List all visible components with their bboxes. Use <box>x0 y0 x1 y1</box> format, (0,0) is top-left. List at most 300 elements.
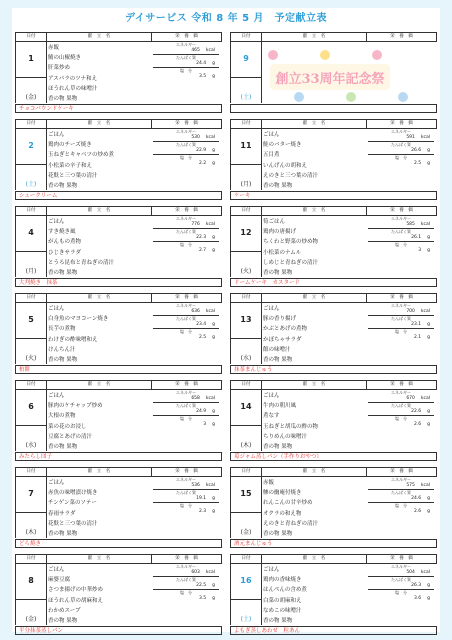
protein-value: 24.9 <box>196 409 207 414</box>
salt-value-row <box>153 508 219 515</box>
protein-value-row <box>153 582 219 590</box>
energy-label: エネルギー <box>176 303 196 308</box>
menu-item: ひじきサラダ <box>48 249 81 256</box>
header-nutrition: 栄 養 価 <box>175 382 198 387</box>
day-number: 14 <box>240 402 252 411</box>
day-number: 2 <box>28 141 34 150</box>
protein-value: 22.9 <box>196 148 207 153</box>
menu-list <box>263 565 367 626</box>
salt-unit: g <box>427 509 430 514</box>
header-day: 日付 <box>231 468 262 476</box>
header-menu: 献 立 名 <box>47 555 152 563</box>
header-day: 日付 <box>16 468 47 476</box>
energy-label: エネルギー <box>176 129 196 134</box>
weekday-label: (土) <box>240 94 252 101</box>
day-divider <box>231 164 261 165</box>
menu-item: 香の物 果物 <box>48 444 78 451</box>
day-column <box>230 129 262 190</box>
salt-value: 2.1 <box>413 335 422 340</box>
menu-list <box>48 304 152 365</box>
salt-value-row <box>153 73 219 80</box>
protein-unit: g <box>212 583 215 588</box>
menu-list <box>48 391 152 452</box>
salt-value: 3 <box>203 422 207 427</box>
salt-unit: g <box>427 422 430 427</box>
energy-value-row <box>153 134 219 142</box>
salt-label: 塩 分 <box>180 329 192 334</box>
nutrition-box <box>153 303 219 341</box>
protein-value-row <box>153 408 219 416</box>
header-day: 日付 <box>231 555 262 563</box>
energy-value: 670 <box>406 396 415 401</box>
menu-item: 玉ねぎと胡瓜の酢の物 <box>263 423 319 430</box>
energy-value: 585 <box>406 222 415 227</box>
day-block <box>230 467 437 550</box>
menu-item: オクラの和え物 <box>263 510 302 517</box>
header-nutrition: 栄 養 価 <box>390 469 413 474</box>
flower-decoration <box>398 92 408 102</box>
protein-label: たんぱく質 <box>176 316 196 321</box>
day-divider <box>231 251 261 252</box>
salt-value: 3.5 <box>198 74 207 79</box>
protein-value-row <box>153 321 219 329</box>
menu-item: 玉ねぎとキャベツの炒め煮 <box>48 152 115 159</box>
energy-value-row <box>153 221 219 229</box>
header-menu: 献 立 名 <box>47 468 152 476</box>
nutrition-box <box>153 42 219 80</box>
menu-item: 豚肉のケチャップ炒め <box>48 403 103 410</box>
menu-item: 白菜の胡麻和え <box>263 597 302 604</box>
menu-item: 香の物 果物 <box>48 531 78 538</box>
protein-value-row <box>368 147 434 155</box>
menu-item: えのきと青ねぎの清汁 <box>263 520 319 527</box>
salt-unit: g <box>212 335 215 340</box>
header-menu: 献 立 名 <box>262 468 367 476</box>
snack-label: よもぎ蒸しあわせ 粒あん <box>230 626 437 635</box>
nutrition-box <box>153 216 219 254</box>
menu-item: 鶏肉の唐揚げ <box>263 229 297 236</box>
day-number: 11 <box>240 141 252 150</box>
header-day: 日付 <box>231 33 262 41</box>
protein-label: たんぱく質 <box>391 577 411 582</box>
day-column <box>230 303 262 364</box>
day-number: 15 <box>240 489 252 498</box>
energy-value-row <box>153 569 219 577</box>
energy-label: エネルギー <box>176 390 196 395</box>
salt-label: 塩 分 <box>180 155 192 160</box>
menu-grid <box>15 32 437 637</box>
menu-item: ちくわと野菜の炒め物 <box>263 239 319 246</box>
header-nutrition: 栄 養 価 <box>390 295 413 300</box>
day-divider <box>16 425 46 426</box>
header-menu: 献 立 名 <box>47 120 152 128</box>
header-day: 日付 <box>16 120 47 128</box>
menu-list <box>48 565 152 626</box>
day-column <box>15 303 47 364</box>
protein-value-row <box>368 495 434 503</box>
energy-label: エネルギー <box>391 390 411 395</box>
protein-unit: g <box>427 148 430 153</box>
salt-value: 2.3 <box>198 509 207 514</box>
energy-value-row <box>153 47 219 55</box>
snack-label: どら焼き <box>15 539 222 548</box>
salt-unit: g <box>427 596 430 601</box>
salt-value: 2.7 <box>198 248 207 253</box>
protein-value-row <box>153 495 219 503</box>
festival-banner: 創立33周年記念祭 <box>270 64 390 90</box>
protein-value: 23.1 <box>411 322 422 327</box>
header-day: 日付 <box>231 207 262 215</box>
day-block <box>230 554 437 637</box>
block-header <box>15 293 222 303</box>
menu-item: 煮なす <box>263 413 280 420</box>
protein-label: たんぱく質 <box>176 490 196 495</box>
energy-unit: kcal <box>205 222 215 227</box>
weekday-label: (金) <box>25 616 37 623</box>
menu-item: 小松菜の辛子和え <box>48 162 93 169</box>
salt-value-row <box>153 247 219 254</box>
nutrition-box <box>368 303 434 341</box>
energy-value-row <box>153 308 219 316</box>
day-column <box>230 477 262 538</box>
energy-value: 636 <box>191 309 200 314</box>
day-column <box>230 564 262 625</box>
salt-unit: g <box>427 335 430 340</box>
day-column <box>15 129 47 190</box>
day-column <box>230 216 262 277</box>
snack-label: 酒元まんじゅう <box>230 539 437 548</box>
header-nutrition: 栄 養 価 <box>175 208 198 213</box>
salt-label: 塩 分 <box>180 242 192 247</box>
menu-list <box>263 130 367 191</box>
block-header <box>230 467 437 477</box>
day-divider <box>16 599 46 600</box>
menu-item: いんげんの胡和え <box>263 162 308 169</box>
menu-item: 牛肉の朝川風 <box>263 403 297 410</box>
protein-label: たんぱく質 <box>391 142 411 147</box>
day-divider <box>231 77 261 78</box>
protein-label: たんぱく質 <box>176 142 196 147</box>
energy-value: 700 <box>406 309 415 314</box>
day-column <box>15 42 47 103</box>
protein-value: 24.6 <box>411 496 422 501</box>
salt-label: 塩 分 <box>395 590 407 595</box>
menu-item: 香の物 果物 <box>263 444 293 451</box>
header-day: 日付 <box>231 120 262 128</box>
protein-value-row <box>368 234 434 242</box>
energy-unit: kcal <box>205 483 215 488</box>
menu-item: 香の物 果物 <box>263 618 293 625</box>
menu-item: ごはん <box>263 132 280 138</box>
header-menu: 献 立 名 <box>262 33 367 41</box>
menu-item: ごはん <box>48 219 65 225</box>
menu-item: 香の物 果物 <box>48 618 78 625</box>
protein-value: 22.6 <box>411 409 422 414</box>
day-block <box>15 119 222 202</box>
salt-value-row <box>153 334 219 341</box>
nutrition-box <box>368 390 434 428</box>
protein-unit: g <box>427 322 430 327</box>
salt-value-row <box>368 421 434 428</box>
header-nutrition: 栄 養 価 <box>390 556 413 561</box>
salt-label: 塩 分 <box>180 503 192 508</box>
menu-list <box>263 478 367 539</box>
snack-label: 半分抹茶蒸しパン <box>15 626 222 635</box>
menu-item: 筍ごはん <box>263 219 286 225</box>
menu-item: 香の物 果物 <box>263 357 293 364</box>
day-block <box>15 293 222 376</box>
energy-value-row <box>368 569 434 577</box>
weekday-label: (月) <box>240 181 252 188</box>
day-divider <box>16 338 46 339</box>
weekday-label: (金) <box>240 529 252 536</box>
energy-value-row <box>368 482 434 490</box>
header-menu: 献 立 名 <box>262 294 367 302</box>
weekday-label: (水) <box>25 442 37 449</box>
protein-unit: g <box>427 583 430 588</box>
header-nutrition: 栄 養 価 <box>175 295 198 300</box>
energy-unit: kcal <box>420 222 430 227</box>
protein-label: たんぱく質 <box>176 403 196 408</box>
header-menu: 献 立 名 <box>262 207 367 215</box>
day-divider <box>231 599 261 600</box>
protein-label: たんぱく質 <box>391 229 411 234</box>
menu-item: かぼちゃサラダ <box>263 336 302 343</box>
header-nutrition: 栄 養 価 <box>390 121 413 126</box>
menu-item: けんちん汁 <box>48 346 76 353</box>
protein-unit: g <box>427 496 430 501</box>
weekday-label: (土) <box>25 181 37 188</box>
menu-sheet <box>12 8 440 632</box>
day-number: 5 <box>28 315 34 324</box>
flower-decoration <box>372 50 382 60</box>
menu-item: なめこの味噌汁 <box>263 607 302 614</box>
menu-item: ちりめんの味噌汁 <box>263 433 308 440</box>
day-divider <box>16 512 46 513</box>
protein-value-row <box>153 234 219 242</box>
day-number: 12 <box>240 228 252 237</box>
salt-value-row <box>368 595 434 602</box>
menu-item: 鶏肉のチーズ焼き <box>48 142 92 149</box>
energy-value: 591 <box>406 135 415 140</box>
protein-unit: g <box>212 409 215 414</box>
energy-unit: kcal <box>420 570 430 575</box>
energy-value-row <box>368 221 434 229</box>
day-column <box>230 390 262 451</box>
page-title: デイサービス 令和 8 年 5 月 予定献立表 <box>124 13 328 24</box>
salt-unit: g <box>212 509 215 514</box>
energy-unit: kcal <box>205 48 215 53</box>
header-menu: 献 立 名 <box>47 33 152 41</box>
day-block <box>230 206 437 289</box>
menu-item: がんもの煮物 <box>48 239 82 246</box>
protein-unit: g <box>427 235 430 240</box>
menu-item: 鶏肉の香味焼き <box>263 577 302 584</box>
menu-item: ほうれん草の胡麻和え <box>48 597 104 604</box>
protein-unit: g <box>427 409 430 414</box>
protein-unit: g <box>212 235 215 240</box>
menu-list <box>263 304 367 365</box>
protein-value-row <box>368 582 434 590</box>
salt-label: 塩 分 <box>180 416 192 421</box>
menu-item: 長芋の煮物 <box>48 326 76 333</box>
header-nutrition: 栄 養 価 <box>175 121 198 126</box>
day-column <box>15 564 47 625</box>
snack-label: ドームケーキ カスタード <box>230 278 437 287</box>
menu-item: 館の味噌汁 <box>263 346 291 353</box>
menu-item: ごはん <box>263 393 280 399</box>
header-nutrition: 栄 養 価 <box>175 34 198 39</box>
energy-value: 465 <box>191 48 200 53</box>
menu-item: れんこんの甘辛炒め <box>263 500 313 507</box>
protein-unit: g <box>212 148 215 153</box>
energy-unit: kcal <box>205 570 215 575</box>
header-day: 日付 <box>16 294 47 302</box>
energy-value: 530 <box>191 135 200 140</box>
menu-item: ごはん <box>48 306 65 312</box>
day-divider <box>231 425 261 426</box>
day-block <box>15 206 222 289</box>
header-nutrition: 栄 養 価 <box>390 208 413 213</box>
energy-value: 575 <box>406 483 415 488</box>
header-menu: 献 立 名 <box>262 120 367 128</box>
menu-list <box>48 478 152 539</box>
menu-item: 赤飯 <box>48 45 60 51</box>
salt-value-row <box>153 421 219 428</box>
day-number: 4 <box>28 228 34 237</box>
weekday-label: (水) <box>240 355 252 362</box>
salt-unit: g <box>427 248 430 253</box>
protein-value: 19.1 <box>196 496 207 501</box>
menu-item: 豚の香り揚げ <box>263 316 297 323</box>
block-header <box>15 554 222 564</box>
day-divider <box>231 512 261 513</box>
weekday-label: (金) <box>25 94 37 101</box>
salt-label: 塩 分 <box>395 416 407 421</box>
menu-item: わけぎの酢味噌和え <box>48 336 98 343</box>
header-nutrition: 栄 養 価 <box>390 382 413 387</box>
header-menu: 献 立 名 <box>262 555 367 563</box>
header-nutrition: 栄 養 価 <box>175 556 198 561</box>
menu-item: 花麩と三つ葉の清汁 <box>48 520 98 527</box>
menu-item: 香の物 果物 <box>48 270 78 277</box>
menu-item: 菜の花のお浸し <box>48 423 87 430</box>
block-header <box>230 554 437 564</box>
header-day: 日付 <box>16 555 47 563</box>
salt-value: 2.6 <box>413 422 422 427</box>
salt-value-row <box>368 160 434 167</box>
energy-unit: kcal <box>420 309 430 314</box>
salt-value: 3 <box>418 248 422 253</box>
menu-item: ごはん <box>48 567 65 573</box>
protein-value: 22.5 <box>196 583 207 588</box>
protein-label: たんぱく質 <box>176 577 196 582</box>
header-menu: 献 立 名 <box>47 207 152 215</box>
salt-value: 2.2 <box>198 161 207 166</box>
day-column <box>15 390 47 451</box>
menu-item: ごはん <box>48 132 65 138</box>
menu-item: 花麩と三つ葉の清汁 <box>48 172 98 179</box>
weekday-label: (火) <box>240 268 252 275</box>
menu-item: 鯖の山椒焼き <box>48 55 82 62</box>
salt-label: 塩 分 <box>395 329 407 334</box>
flower-decoration <box>268 50 278 60</box>
flower-decoration <box>294 92 304 102</box>
energy-label: エネルギー <box>391 216 411 221</box>
salt-label: 塩 分 <box>395 242 407 247</box>
salt-value-row <box>153 595 219 602</box>
day-block <box>15 554 222 637</box>
menu-item: アスパラのツナ和え <box>48 75 98 82</box>
nutrition-box <box>153 477 219 515</box>
protein-unit: g <box>212 322 215 327</box>
day-block <box>15 380 222 463</box>
protein-unit: g <box>212 496 215 501</box>
menu-item: 豆腐とあげの清汁 <box>48 433 93 440</box>
salt-unit: g <box>212 422 215 427</box>
day-number: 16 <box>240 576 252 585</box>
salt-value: 2.5 <box>413 161 422 166</box>
menu-item: 春雨サラダ <box>48 510 76 517</box>
salt-value: 3.6 <box>413 596 422 601</box>
day-number: 8 <box>28 576 34 585</box>
day-block <box>230 32 437 115</box>
protein-value-row <box>368 408 434 416</box>
weekday-label: (土) <box>240 616 252 623</box>
day-block <box>15 32 222 115</box>
day-divider <box>16 77 46 78</box>
menu-item: すき焼き風 <box>48 229 76 236</box>
menu-item: かぶとあげの煮物 <box>263 326 308 333</box>
block-header <box>15 206 222 216</box>
energy-label: エネルギー <box>176 42 196 47</box>
snack-label: ケーキ <box>230 191 437 200</box>
menu-item: 鯵の幽庵付焼き <box>263 490 302 497</box>
snack-label <box>230 104 437 113</box>
day-number: 6 <box>28 402 34 411</box>
flower-decoration <box>320 50 330 60</box>
protein-label: たんぱく質 <box>391 490 411 495</box>
nutrition-box <box>368 129 434 167</box>
header-nutrition: 栄 養 価 <box>390 34 413 39</box>
energy-label: エネルギー <box>391 477 411 482</box>
protein-value: 26.3 <box>411 583 422 588</box>
menu-item: はんぺんの含め煮 <box>263 587 307 594</box>
day-number: 9 <box>243 54 249 63</box>
day-block <box>230 293 437 376</box>
energy-value-row <box>368 308 434 316</box>
salt-label: 塩 分 <box>180 68 192 73</box>
menu-item: さつま揚げの中華炒め <box>48 587 104 594</box>
energy-label: エネルギー <box>391 303 411 308</box>
menu-item: 赤魚の味噌漬け焼き <box>48 490 98 497</box>
day-number: 1 <box>28 54 34 63</box>
energy-unit: kcal <box>205 309 215 314</box>
energy-label: エネルギー <box>176 477 196 482</box>
day-column <box>15 216 47 277</box>
day-divider <box>231 338 261 339</box>
block-header <box>230 380 437 390</box>
salt-value-row <box>368 247 434 254</box>
menu-item: 香の物 果物 <box>48 183 78 190</box>
header-day: 日付 <box>16 207 47 215</box>
menu-item: ごはん <box>263 306 280 312</box>
nutrition-box <box>153 390 219 428</box>
weekday-label: (火) <box>25 355 37 362</box>
energy-label: エネルギー <box>391 564 411 569</box>
nutrition-box <box>368 477 434 515</box>
protein-value: 26.1 <box>411 235 422 240</box>
